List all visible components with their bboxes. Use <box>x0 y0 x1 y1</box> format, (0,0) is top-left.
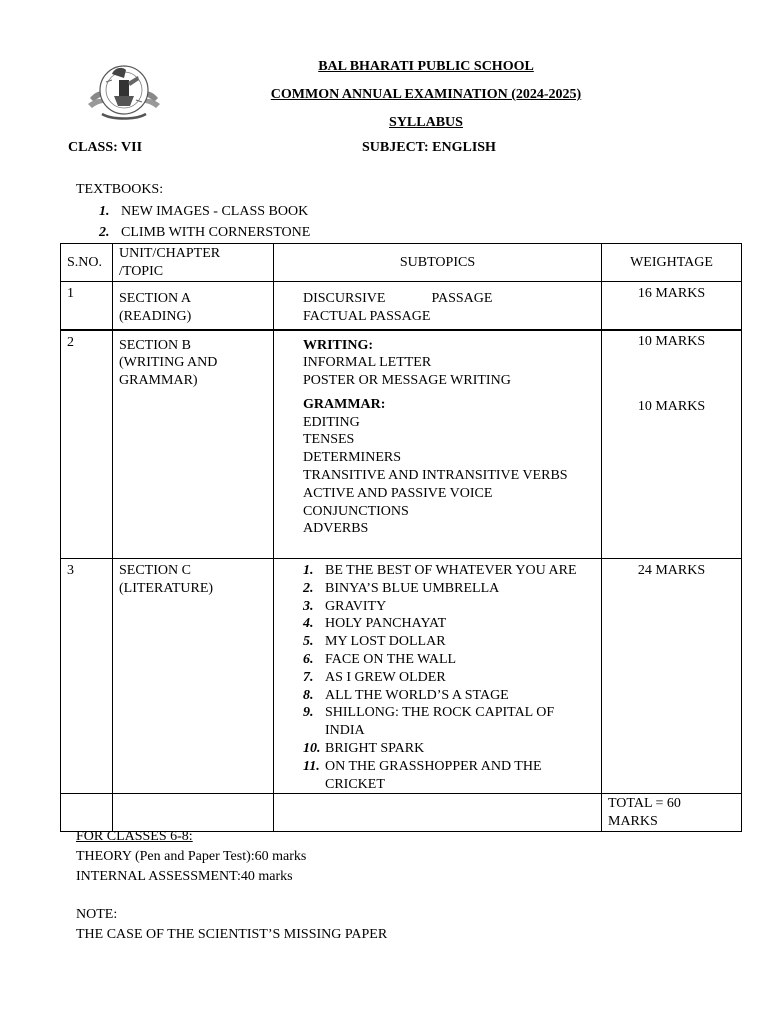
list-item: 7. AS I GREW OLDER <box>303 669 446 685</box>
header-subtopics: SUBTOPICS <box>274 244 602 282</box>
grammar-item: ADVERBS <box>303 521 369 537</box>
header-sno: S.NO. <box>61 244 113 282</box>
row3-unit: SECTION C (LITERATURE) <box>113 559 274 794</box>
textbook-item <box>99 225 310 241</box>
writing-item: POSTER OR MESSAGE WRITING <box>303 373 511 389</box>
internal-assessment-marks: INTERNAL ASSESSMENT:40 marks <box>76 869 293 884</box>
row3-sno: 3 <box>61 559 113 794</box>
subtopic-factual: FACTUAL PASSAGE <box>303 308 431 324</box>
row1-sno: 1 <box>61 282 113 330</box>
subtopic-passage: PASSAGE <box>431 291 493 306</box>
note-text: THE CASE OF THE SCIENTIST’S MISSING PAPER <box>76 927 388 942</box>
list-item: 1. BE THE BEST OF WHATEVER YOU ARE <box>303 563 577 578</box>
grammar-item: EDITING <box>303 414 360 430</box>
row1-weightage: 16 MARKS <box>602 282 742 330</box>
grammar-item: DETERMINERS <box>303 450 401 466</box>
textbook-number: 2. <box>99 225 110 240</box>
grammar-item: TRANSITIVE AND INTRANSITIVE VERBS <box>303 468 568 484</box>
list-item: 6. FACE ON THE WALL <box>303 651 457 667</box>
row2-subtopics <box>274 330 602 559</box>
grammar-weightage: 10 MARKS <box>637 399 706 415</box>
table-row <box>61 330 742 559</box>
grammar-item: TENSES <box>303 432 355 448</box>
textbook-title: NEW IMAGES - CLASS BOOK <box>121 204 309 219</box>
total-weightage: TOTAL = 60 MARKS <box>602 794 742 832</box>
subject-label: SUBJECT: ENGLISH <box>362 140 496 155</box>
header-weightage: WEIGHTAGE <box>602 244 742 282</box>
classes-heading: FOR CLASSES 6-8: <box>76 829 193 844</box>
header-unit: UNIT/CHAPTER /TOPIC <box>113 244 274 282</box>
list-item: 3. GRAVITY <box>303 598 387 614</box>
note-label: NOTE: <box>76 907 118 922</box>
textbooks-label: TEXTBOOKS: <box>76 182 164 197</box>
subtopic-discursive: DISCURSIVE <box>303 291 386 306</box>
row3-subtopics <box>274 559 602 794</box>
table-row <box>61 282 742 330</box>
textbook-title: CLIMB WITH CORNERSTONE <box>121 225 311 240</box>
row3-weightage: 24 MARKS <box>602 559 742 794</box>
row2-sno: 2 <box>61 330 113 559</box>
textbook-item <box>99 204 308 220</box>
row1-unit: SECTION A (READING) <box>113 282 274 330</box>
list-item: 8. ALL THE WORLD’S A STAGE <box>303 687 509 703</box>
grammar-item: ACTIVE AND PASSIVE VOICE <box>303 485 493 501</box>
row2-weightage <box>602 330 742 559</box>
school-name: BAL BHARATI PUBLIC SCHOOL <box>318 59 534 74</box>
writing-heading: WRITING: <box>303 337 374 353</box>
writing-weightage: 10 MARKS <box>637 333 706 349</box>
exam-title: COMMON ANNUAL EXAMINATION (2024-2025) <box>270 87 582 102</box>
list-item: 2. BINYA’S BLUE UMBRELLA <box>303 580 500 596</box>
document-title: SYLLABUS <box>389 115 463 130</box>
literature-list <box>274 559 601 793</box>
theory-marks: THEORY (Pen and Paper Test):60 marks <box>76 849 307 864</box>
list-item: 11. ON THE GRASSHOPPER AND THE CRICKET <box>303 758 542 792</box>
list-item: 9. SHILLONG: THE ROCK CAPITAL OF INDIA <box>303 705 555 739</box>
textbook-number: 1. <box>99 204 110 219</box>
grammar-heading: GRAMMAR: <box>303 396 386 412</box>
row1-subtopics <box>274 282 602 330</box>
list-item: 4. HOLY PANCHAYAT <box>303 616 447 632</box>
list-item: 5. MY LOST DOLLAR <box>303 634 446 650</box>
table-row <box>61 559 742 794</box>
grammar-item: CONJUNCTIONS <box>303 503 409 519</box>
row2-unit: SECTION B (WRITING AND GRAMMAR) <box>113 330 274 559</box>
table-header-row <box>61 244 742 282</box>
class-label: CLASS: VII <box>68 140 143 155</box>
syllabus-table <box>60 243 742 832</box>
list-item: 10. BRIGHT SPARK <box>303 740 425 756</box>
writing-item: INFORMAL LETTER <box>303 355 432 371</box>
total-row <box>61 794 742 832</box>
